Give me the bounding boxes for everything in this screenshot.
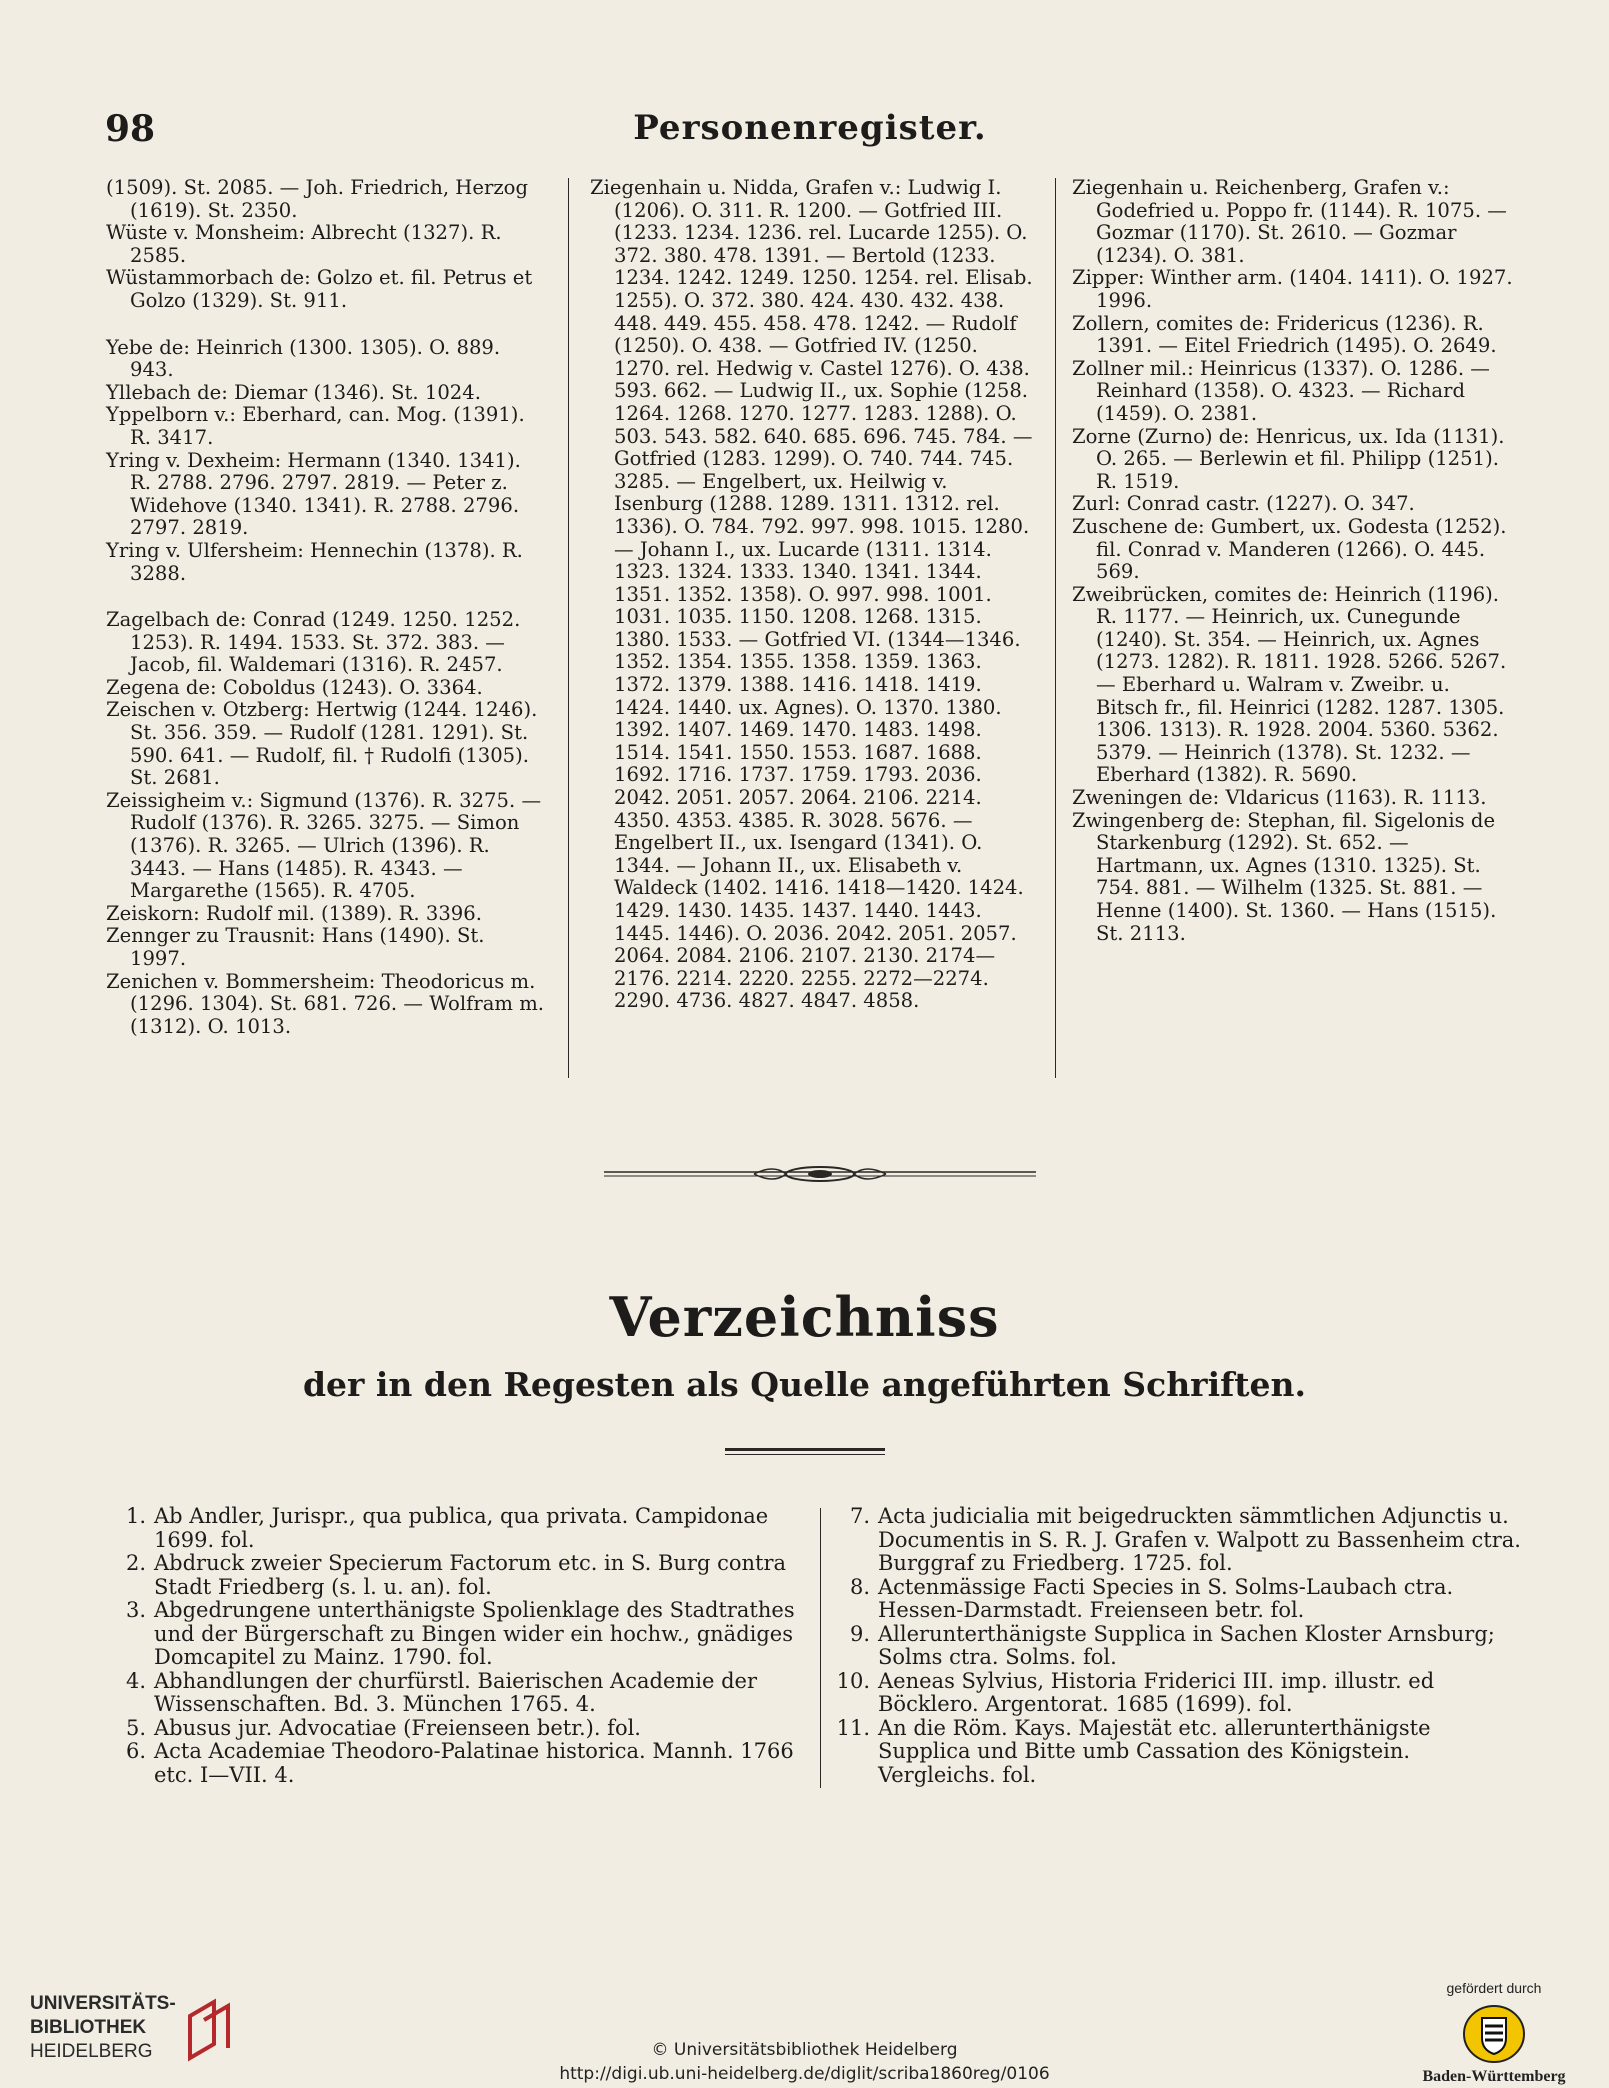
source-entry	[834, 1623, 1524, 1670]
library-line2: BIBLIOTHEK	[30, 2017, 147, 2038]
library-line3: HEIDELBERG	[30, 2041, 153, 2062]
register-entry: Zagelbach de: Conrad (1249. 1250. 1252. 1253). R. 1494. 1533. St. 372. 383. — Jacob, fil. Waldemari (1316). R. 2457.	[106, 608, 521, 677]
source-entry	[110, 1599, 810, 1670]
source-entry	[110, 1740, 810, 1787]
source-entry	[834, 1505, 1524, 1576]
sources-list-right	[834, 1505, 1524, 1787]
register-entry: Zuschene de: Gumbert, ux. Godesta (1252). fil. Conrad v. Manderen (1266). O. 445. 569.	[1072, 514, 1507, 584]
state-emblem-icon	[1462, 2004, 1526, 2064]
source-text: Allerunterthänigste Supplica in Sachen Kloster Arnsburg; Solms ctra. Solms. fol.	[878, 1621, 1495, 1669]
section-subtitle: der in den Regesten als Quelle angeführten Schriften.	[302, 1365, 1307, 1404]
letter-gap	[106, 313, 546, 337]
register-entry: Zweibrücken, comites de: Heinrich (1196). R. 1177. — Heinrich, ux. Cunegunde (1240). St. 354. — Heinrich, ux. Agnes (1273. 1282). R. 1811. 1928. 5266. 5267. — Eberhard u. Walram v. Zweibr. u. Bitsch fr., fil. Heinrici (1282. 1287. 1305. 1306. 1313). R. 1928. 2004. 5360. 5362. 5379. — Heinrich (1378). St. 1232. — Eberhard (1382). R. 5690.	[1072, 582, 1507, 787]
column-divider	[1055, 178, 1056, 1078]
page-number: 98	[105, 108, 156, 150]
register-entry: Wüste v. Monsheim: Albrecht (1327). R. 2585.	[106, 221, 502, 267]
state-name: Baden-Württemberg	[1422, 2068, 1566, 2085]
source-number: 9.	[849, 1621, 870, 1646]
source-text: An die Röm. Kays. Majestät etc. allerunterthänigste Supplica und Bitte umb Cassation des Königstein. Vergleichs. fol.	[878, 1715, 1431, 1787]
register-column-right	[1072, 177, 1517, 945]
funding-credit	[1409, 1980, 1579, 2086]
running-title: Personenregister.	[633, 108, 987, 148]
source-entry	[110, 1552, 810, 1599]
source-number: 10.	[836, 1668, 870, 1693]
source-entry	[834, 1670, 1524, 1717]
page-header	[105, 108, 1515, 158]
register-entry: Zollner mil.: Heinricus (1337). O. 1286. — Reinhard (1358). O. 4323. — Richard (1459). O. 2381.	[1072, 356, 1490, 425]
library-logo[interactable]	[30, 1992, 260, 2072]
register-entry: Zeissigheim v.: Sigmund (1376). R. 3275. — Rudolf (1376). R. 3265. 3275. — Simon (1376). R. 3265. — Ulrich (1396). R. 3443. — Hans (1485). R. 4343. — Margarethe (1565). R. 4705.	[106, 788, 542, 903]
register-entry: Yring v. Dexheim: Hermann (1340. 1341). R. 2788. 2796. 2797. 2819. — Peter z. Widehove (1340. 1341). R. 2788. 2796. 2797. 2819.	[106, 448, 521, 540]
source-number: 8.	[849, 1574, 870, 1599]
register-entry: Yllebach de: Diemar (1346). St. 1024.	[106, 380, 481, 404]
register-entry: Zollern, comites de: Fridericus (1236). R. 1391. — Eitel Friedrich (1495). O. 2649.	[1072, 311, 1497, 358]
register-entry: Zegena de: Coboldus (1243). O. 3364.	[106, 675, 483, 699]
source-number: 1.	[125, 1504, 146, 1528]
register-entry: Zwingenberg de: Stephan, fil. Sigelonis de Starkenburg (1292). St. 652. — Hartmann, ux. Agnes (1310. 1325). St. 754. 881. — Wilhelm (1325. St. 881. — Henne (1400). St. 1360. — Hans (1515). St. 2113.	[1072, 808, 1497, 945]
register-entry: Zipper: Winther arm. (1404. 1411). O. 1927. 1996.	[1072, 266, 1513, 312]
register-entry: Zurl: Conrad castr. (1227). O. 347.	[1072, 492, 1415, 516]
source-text: Ab Andler, Jurispr., qua publica, qua privata. Campidonae 1699. fol.	[154, 1504, 769, 1552]
source-text: Actenmässige Facti Species in S. Solms-Laubach ctra. Hessen-Darmstadt. Freienseen betr. fol.	[878, 1574, 1454, 1622]
short-rule	[725, 1454, 885, 1455]
register-entry: Ziegenhain u. Nidda, Grafen v.: Ludwig I. (1206). O. 311. R. 1200. — Gotfried III. (1233. 1234. 1236. rel. Lucarde 1255). O. 372. 380. 478. 1391. — Bertold (1233. 1234. 1242. 1249. 1250. 1254. rel. Elisab. 1255). O. 372. 380. 424. 430. 432. 438. 448. 449. 455. 458. 478. 1242. — Rudolf (1250). O. 438. — Gotfried IV. (1250. 1270. rel. Hedwig v. Castel 1276). O. 438. 593. 662. — Ludwig II., ux. Sophie (1258. 1264. 1268. 1270. 1277. 1283. 1288). O. 503. 543. 582. 640. 685. 696. 745. 784. — Gotfried (1283. 1299). O. 740. 744. 745. 3285. — Engelbert, ux. Heilwig v. Isenburg (1288. 1289. 1311. 1312. rel. 1336). O. 784. 792. 997. 998. 1015. 1280. — Johann I., ux. Lucarde (1311. 1314. 1323. 1324. 1333. 1340. 1341. 1344. 1351. 1352. 1358). O. 997. 998. 1001. 1031. 1035. 1150. 1208. 1268. 1315. 1380. 1533. — Gotfried VI. (1344—1346. 1352. 1354. 1355. 1358. 1359. 1363. 1372. 1379. 1388. 1416. 1418. 1419. 1424. 1440. ux. Agnes). O. 1370. 1380. 1392. 1407. 1469. 1470. 1483. 1498. 1514. 1541. 1550. 1553. 1687. 1688. 1692. 1716. 1737. 1759. 1793. 2036. 2042. 2051. 2057. 2064. 2106. 2214. 4350. 4353. 4385. R. 3028. 5676. — Engelbert II., ux. Isengard (1341). O. 1344. — Johann II., ux. Elisabeth v. Waldeck (1402. 1416. 1418—1420. 1424. 1429. 1430. 1435. 1437. 1440. 1443. 1445. 1446). O. 2036. 2042. 2051. 2057. 2064. 2084. 2106. 2107. 2130. 2174—2176. 2214. 2220. 2255. 2272—2274. 2290. 4736. 4827. 4847. 4858.	[590, 176, 1033, 1013]
source-text: Acta Academiae Theodoro-Palatinae historica. Mannh. 1766 etc. I—VII. 4.	[154, 1739, 794, 1787]
register-entry: Zenichen v. Bommersheim: Theodoricus m. (1296. 1304). St. 681. 726. — Wolfram m. (1312). O. 1013.	[106, 969, 545, 1038]
source-number: 7.	[849, 1504, 870, 1528]
funded-by-label: gefördert durch	[1446, 1980, 1542, 1996]
section-title: Verzeichniss	[609, 1285, 1000, 1349]
source-text: Abhandlungen der churfürstl. Baierischen Academie der Wissenschaften. Bd. 3. München 1765. 4.	[154, 1668, 758, 1716]
source-number: 5.	[125, 1715, 146, 1740]
register-entry: (1509). St. 2085. — Joh. Friedrich, Herzog (1619). St. 2350.	[106, 176, 528, 222]
source-entry	[834, 1576, 1524, 1623]
register-entry: Zweningen de: Vldaricus (1163). R. 1113.	[1072, 786, 1487, 810]
ornament-rule	[604, 1160, 1036, 1188]
source-number: 6.	[125, 1739, 146, 1763]
document-url[interactable]: http://digi.ub.uni-heidelberg.de/diglit/scriba1860reg/0106	[559, 2064, 1050, 2084]
source-entry	[110, 1505, 810, 1552]
register-entry: Yppelborn v.: Eberhard, can. Mog. (1391). R. 3417.	[106, 403, 525, 449]
register-entry: Zeiskorn: Rudolf mil. (1389). R. 3396.	[106, 901, 482, 925]
short-rule	[725, 1448, 885, 1451]
sources-list-left	[110, 1505, 810, 1787]
register-entry: Wüstammorbach de: Golzo et. fil. Petrus et Golzo (1329). St. 911.	[106, 266, 533, 312]
source-number: 4.	[125, 1668, 146, 1693]
source-number: 3.	[125, 1598, 146, 1622]
register-entry: Zennger zu Trausnit: Hans (1490). St. 1997.	[106, 924, 485, 970]
source-number: 2.	[125, 1551, 146, 1575]
source-text: Abusus jur. Advocatiae (Freienseen betr.). fol.	[154, 1715, 641, 1740]
library-line1: UNIVERSITÄTS-	[30, 1993, 176, 2014]
source-entry	[110, 1670, 810, 1717]
column-divider	[820, 1508, 821, 1788]
register-entry: Zeischen v. Otzberg: Hertwig (1244. 1246). St. 356. 359. — Rudolf (1281. 1291). St. 590. 641. — Rudolf, fil. † Rudolfi (1305). St. 2681.	[106, 698, 538, 790]
source-entry	[110, 1717, 810, 1741]
column-divider	[568, 178, 569, 1078]
register-column-left	[106, 177, 546, 1038]
register-entry: Ziegenhain u. Reichenberg, Grafen v.: Godefried u. Poppo fr. (1144). R. 1075. — Gozmar (1170). St. 2610. — Gozmar (1234). O. 381.	[1072, 176, 1507, 267]
source-text: Abgedrungene unterthänigste Spolienklage des Stadtrathes und der Bürgerschaft zu Bingen wider ein hochw., gnädiges Domcapitel zu Mainz. 1790. fol.	[154, 1598, 795, 1669]
source-text: Acta judicialia mit beigedruckten sämmtlichen Adjunctis u. Documentis in S. R. J. Grafen v. Walpott zu Bassenheim ctra. Burggraf zu Friedberg. 1725. fol.	[878, 1504, 1521, 1575]
source-number: 11.	[836, 1715, 870, 1740]
source-entry	[834, 1717, 1524, 1788]
letter-gap	[106, 585, 546, 609]
register-column-middle	[590, 177, 1040, 1013]
source-text: Aeneas Sylvius, Historia Friderici III. imp. illustr. ed Böcklero. Argentorat. 1685 (1699). fol.	[878, 1668, 1435, 1716]
copyright-notice: © Universitätsbibliothek Heidelberg	[651, 2040, 958, 2060]
register-entry: Yebe de: Heinrich (1300. 1305). O. 889. 943.	[106, 335, 501, 382]
source-text: Abdruck zweier Specierum Factorum etc. in S. Burg contra Stadt Friedberg (s. l. u. an). fol.	[154, 1551, 786, 1599]
register-entry: Yring v. Ulfersheim: Hennechin (1378). R. 3288.	[106, 538, 523, 585]
register-entry: Zorne (Zurno) de: Henricus, ux. Ida (1131). O. 265. — Berlewin et fil. Philipp (1251). R. 1519.	[1072, 424, 1505, 493]
